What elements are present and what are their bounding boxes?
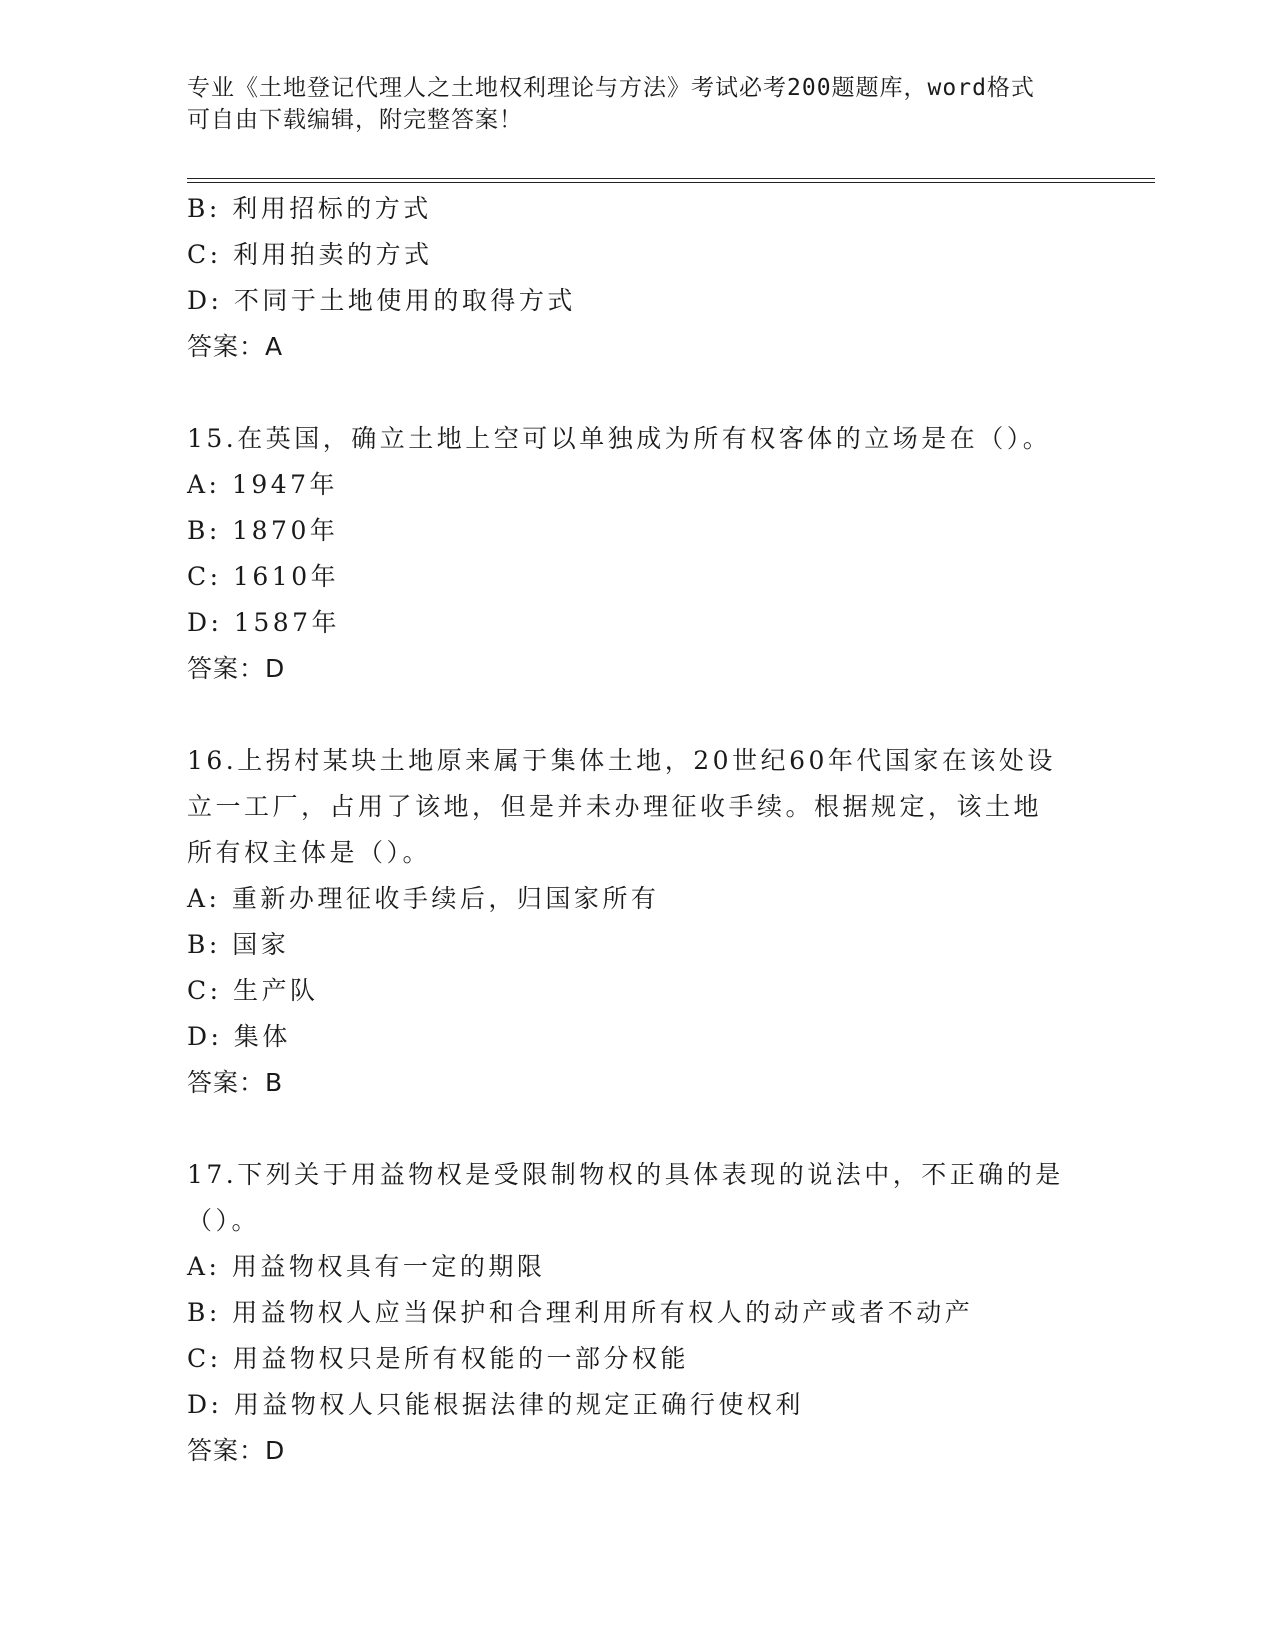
option-a: A: 重新办理征收手续后，归国家所有 [187, 884, 660, 913]
header-divider [187, 178, 1155, 183]
question-16 [187, 738, 1087, 1106]
previous-question-tail [187, 186, 1087, 370]
option-d: D: 集体 [187, 1022, 291, 1051]
question-text: 17.下列关于用益物权是受限制物权的具体表现的说法中，不正确的是（）。 [187, 1160, 1064, 1235]
option-b: B: 利用招标的方式 [187, 194, 432, 223]
question-text: 16.上拐村某块土地原来属于集体土地，20世纪60年代国家在该处设立一工厂，占用了该地，但是并未办理征收手续。根据规定，该土地所有权主体是（）。 [187, 746, 1056, 867]
question-17 [187, 1152, 1087, 1474]
question-list [187, 186, 1087, 1474]
answer-line: 答案：D [187, 1436, 286, 1465]
answer-line: 答案：D [187, 654, 286, 683]
option-b: B: 国家 [187, 930, 290, 959]
header-line-2: 可自由下载编辑，附完整答案！ [187, 107, 523, 133]
spacer [187, 1106, 1087, 1152]
question-text: 15.在英国，确立土地上空可以单独成为所有权客体的立场是在（）。 [187, 424, 1052, 453]
option-c: C: 用益物权只是所有权能的一部分权能 [187, 1344, 689, 1373]
option-d: D: 不同于土地使用的取得方式 [187, 286, 576, 315]
option-c: C: 生产队 [187, 976, 319, 1005]
option-b: B: 用益物权人应当保护和合理利用所有权人的动产或者不动产 [187, 1298, 974, 1327]
option-c: C: 利用拍卖的方式 [187, 240, 433, 269]
option-d: D: 用益物权人只能根据法律的规定正确行使权利 [187, 1390, 804, 1419]
option-a: A: 1947年 [187, 470, 339, 499]
option-b: B: 1870年 [187, 516, 339, 545]
spacer [187, 370, 1087, 416]
document-header [187, 72, 1067, 136]
answer-line: 答案：A [187, 332, 284, 361]
option-d: D: 1587年 [187, 608, 341, 637]
question-15 [187, 416, 1087, 692]
answer-line: 答案：B [187, 1068, 284, 1097]
header-line-1: 专业《土地登记代理人之土地权利理论与方法》考试必考200题题库，word格式 [187, 75, 1035, 101]
option-c: C: 1610年 [187, 562, 340, 591]
spacer [187, 692, 1087, 738]
option-a: A: 用益物权具有一定的期限 [187, 1252, 546, 1281]
